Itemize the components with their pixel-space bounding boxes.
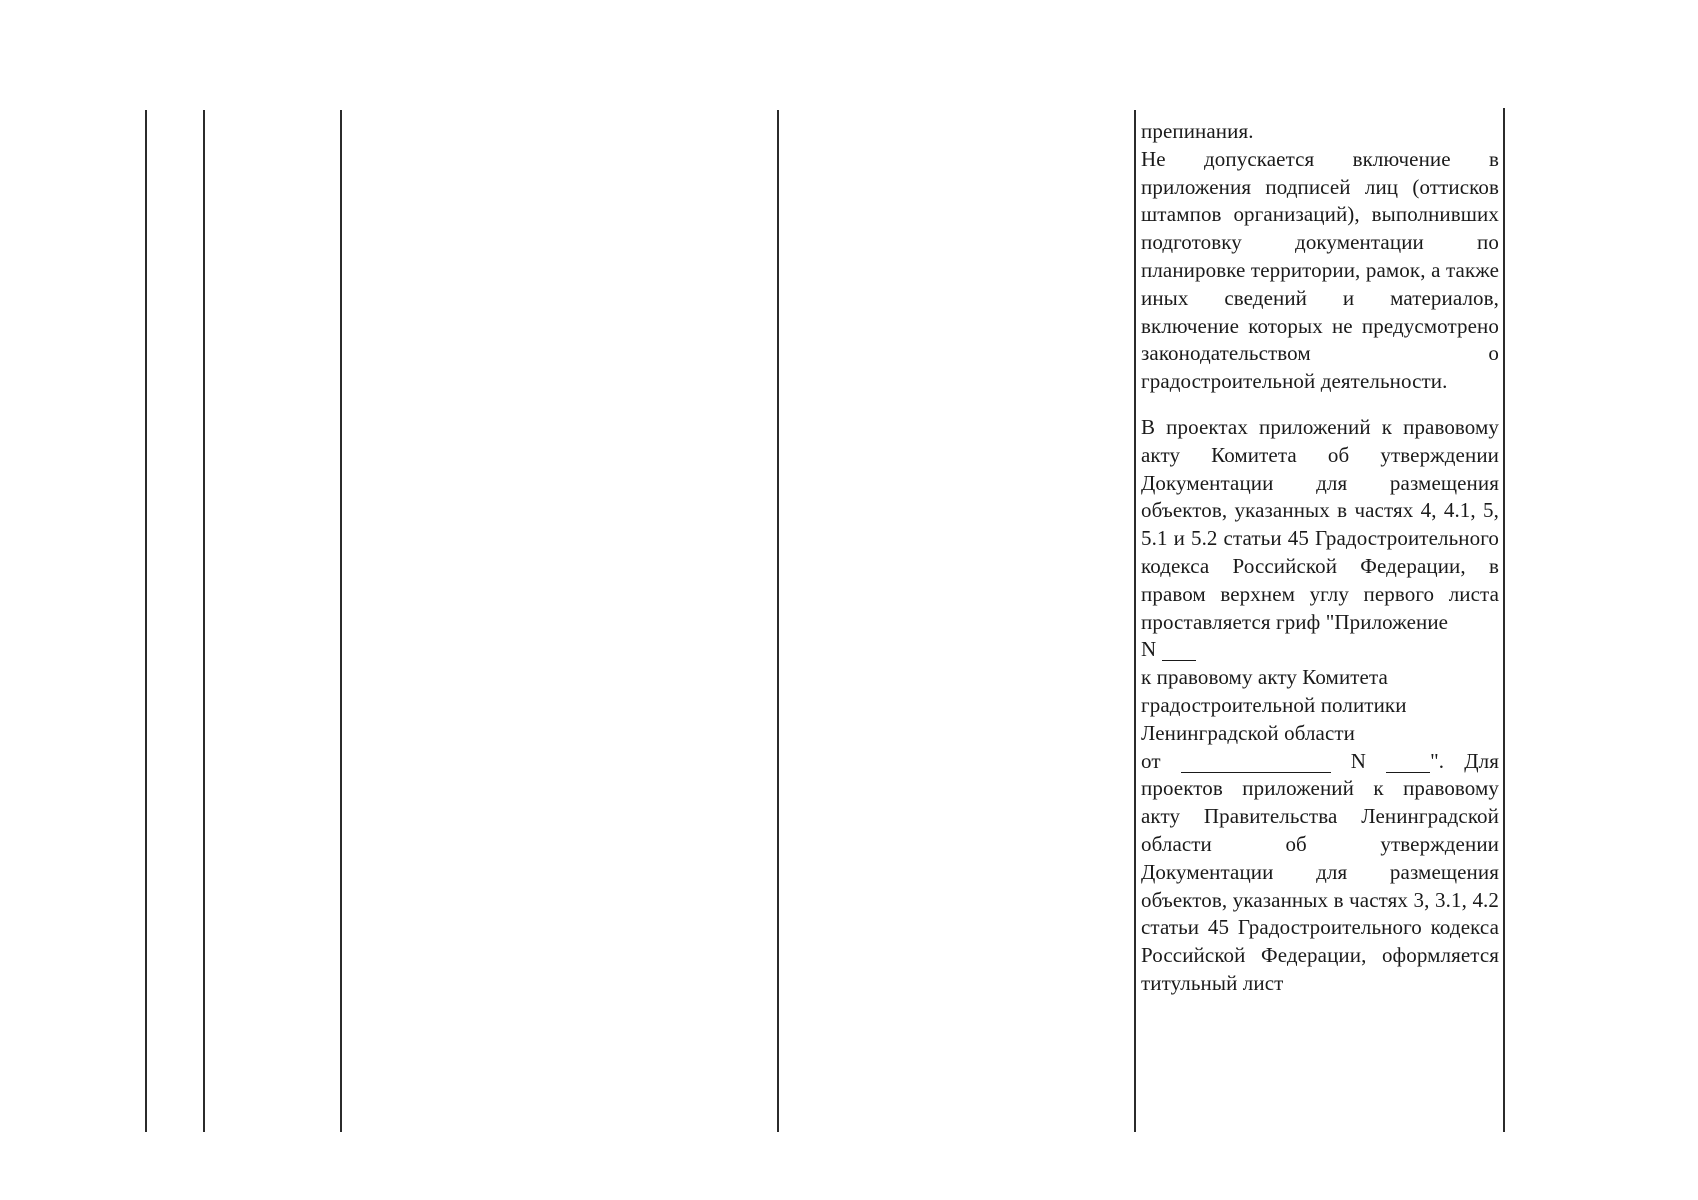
stamp-date-paragraph <box>1141 748 1499 998</box>
blank-field <box>1181 751 1331 773</box>
continuation-line: препинания. <box>1141 119 1254 143</box>
table-column-border <box>1134 110 1136 1132</box>
table-column-border <box>203 110 205 1132</box>
table-text-cell <box>1141 118 1499 1128</box>
stamp-number-line <box>1141 636 1499 664</box>
blank-field <box>1162 639 1196 661</box>
table-column-border <box>340 110 342 1132</box>
table-column-border <box>145 110 147 1132</box>
paragraph-signatures: Не допускается включение в приложения подписей лиц (оттисков штампов организаций), выполнивших подготовку документации по планировке территории, рамок, а также иных сведений и материалов, включение которых не предусмотрено законодательством о градостроительной деятельности. <box>1141 146 1499 394</box>
paragraph-title-text: ". Для проектов приложений к правовому акту Правительства Ленинградской области об утверждении Документации для размещения объектов, указанных в частях 3, 3.1, 4.2 статьи 45 Градостроительного кодекса Российской Федерации, оформляется титульный лист <box>1141 748 1499 995</box>
paragraph-stamp <box>1141 414 1499 636</box>
blank-field <box>1386 751 1430 773</box>
table-column-border <box>1503 108 1505 1132</box>
stamp-number-label: N <box>1141 637 1157 662</box>
stamp-line: к правовому акту Комитета <box>1141 665 1388 690</box>
stamp-line: градостроительной политики <box>1141 692 1407 717</box>
paragraph-stamp-text: В проектах приложений к правовому акту Комитета об утверждении Документации для размещения объектов, указанных в частях 4, 4.1, 5, 5.1 и 5.2 статьи 45 Градостроительного кодекса Российской Федерации, в правом верхнем углу первого листа проставляется гриф "Приложение <box>1141 414 1499 634</box>
stamp-line: Ленинградской области <box>1141 720 1355 745</box>
table-column-border <box>777 110 779 1132</box>
stamp-number-label-2: N <box>1350 748 1367 773</box>
stamp-from-label: от <box>1141 748 1161 773</box>
